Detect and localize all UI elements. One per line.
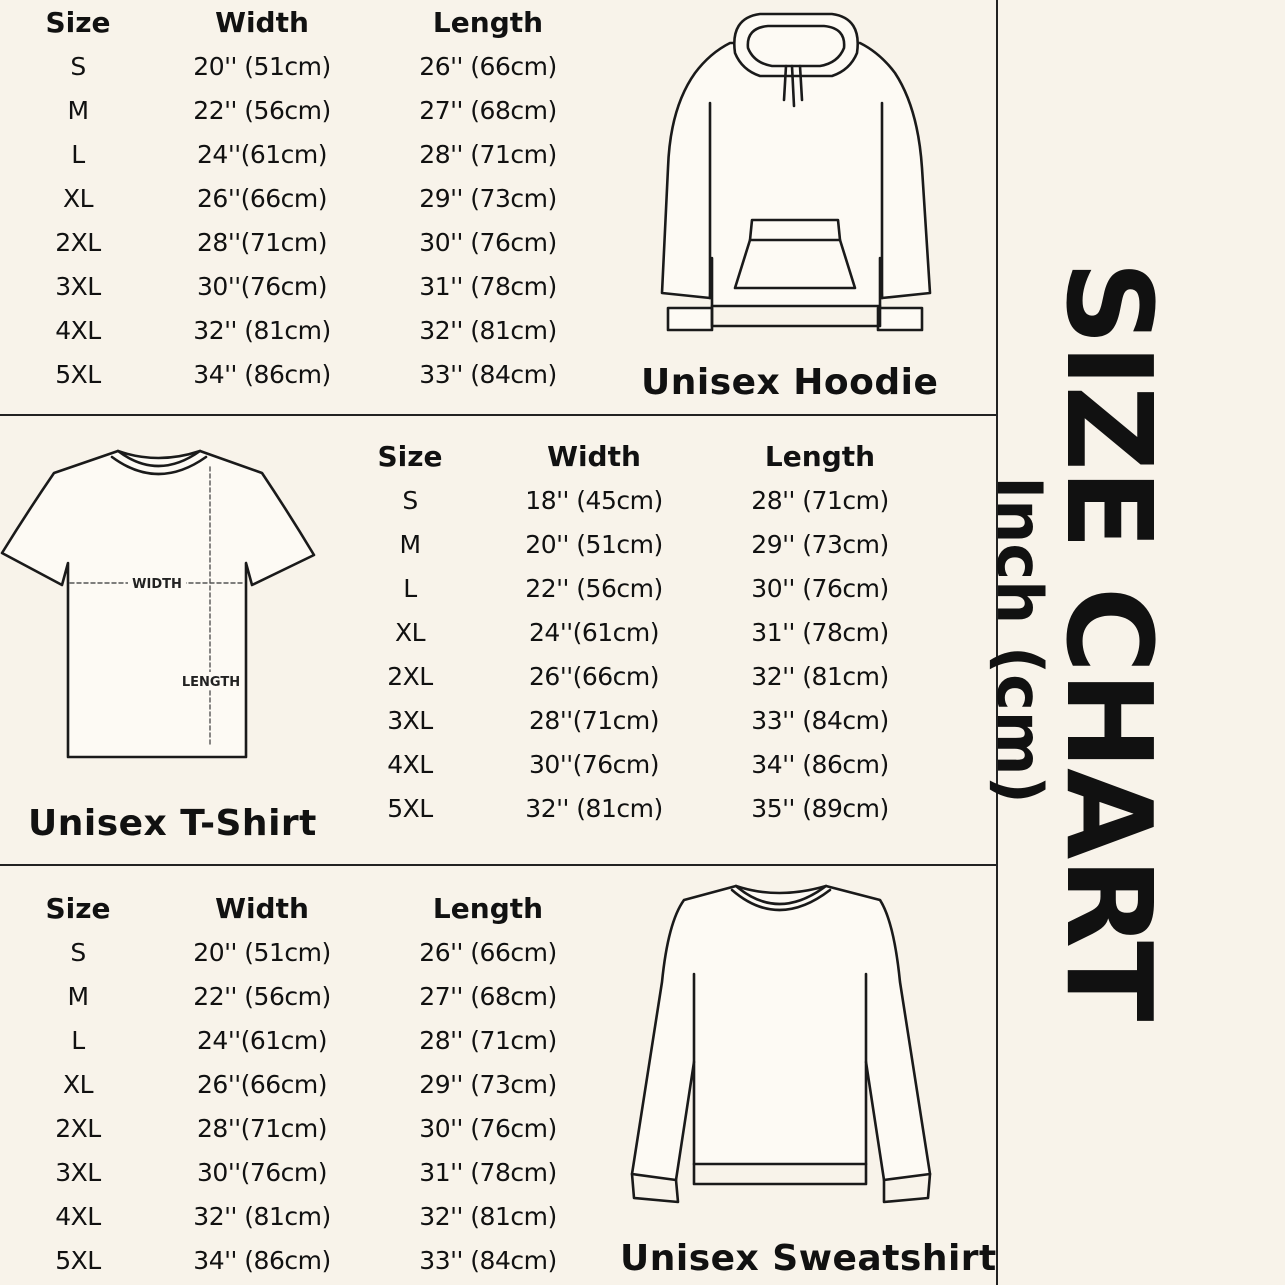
cell-length: 29'' (73cm) xyxy=(419,184,557,213)
size-chart-unit: Inch (cm) xyxy=(983,476,1056,804)
cell-length: 28'' (71cm) xyxy=(419,140,557,169)
cell-length: 29'' (73cm) xyxy=(751,530,889,559)
cell-width: 32'' (81cm) xyxy=(193,1202,331,1231)
cell-length: 33'' (84cm) xyxy=(751,706,889,735)
cell-width: 22'' (56cm) xyxy=(525,574,663,603)
cell-width: 24''(61cm) xyxy=(197,140,327,169)
cell-width: 26''(66cm) xyxy=(529,662,659,691)
cell-length: 30'' (76cm) xyxy=(419,1114,557,1143)
cell-size: 2XL xyxy=(55,1114,101,1143)
column-header-width: Width xyxy=(547,440,641,473)
cell-size: 2XL xyxy=(55,228,101,257)
hoodie-label: Unisex Hoodie xyxy=(641,362,939,403)
cell-width: 32'' (81cm) xyxy=(193,316,331,345)
cell-length: 28'' (71cm) xyxy=(751,486,889,515)
size-chart-heading: SIZE CHART xyxy=(1040,260,1178,1020)
cell-size: XL xyxy=(62,1070,94,1099)
tshirt-length-label: LENGTH xyxy=(181,675,241,690)
cell-length: 27'' (68cm) xyxy=(419,982,557,1011)
column-header-size: Size xyxy=(377,440,443,473)
cell-size: 5XL xyxy=(55,360,101,389)
hoodie-illustration xyxy=(650,8,940,338)
cell-length: 31'' (78cm) xyxy=(419,272,557,301)
cell-size: 3XL xyxy=(387,706,433,735)
column-header-width: Width xyxy=(215,6,309,39)
cell-size: 3XL xyxy=(55,1158,101,1187)
cell-width: 24''(61cm) xyxy=(197,1026,327,1055)
cell-length: 26'' (66cm) xyxy=(419,938,557,967)
cell-size: 4XL xyxy=(387,750,433,779)
cell-length: 30'' (76cm) xyxy=(751,574,889,603)
cell-size: XL xyxy=(394,618,426,647)
cell-size: XL xyxy=(62,184,94,213)
tshirt-width-label: WIDTH xyxy=(132,577,182,592)
cell-length: 26'' (66cm) xyxy=(419,52,557,81)
cell-length: 34'' (86cm) xyxy=(751,750,889,779)
sweatshirt-label: Unisex Sweatshirt xyxy=(620,1238,997,1279)
cell-width: 30''(76cm) xyxy=(197,272,327,301)
cell-width: 32'' (81cm) xyxy=(525,794,663,823)
cell-size: S xyxy=(70,52,86,81)
cell-length: 32'' (81cm) xyxy=(419,316,557,345)
cell-size: 3XL xyxy=(55,272,101,301)
cell-width: 30''(76cm) xyxy=(197,1158,327,1187)
cell-size: 4XL xyxy=(55,316,101,345)
column-header-length: Length xyxy=(764,440,876,473)
cell-width: 22'' (56cm) xyxy=(193,96,331,125)
cell-size: L xyxy=(71,140,85,169)
cell-width: 20'' (51cm) xyxy=(193,52,331,81)
cell-width: 20'' (51cm) xyxy=(193,938,331,967)
column-header-size: Size xyxy=(45,6,111,39)
sweatshirt-illustration xyxy=(628,882,934,1212)
cell-size: 2XL xyxy=(387,662,433,691)
cell-width: 22'' (56cm) xyxy=(193,982,331,1011)
cell-length: 28'' (71cm) xyxy=(419,1026,557,1055)
section-divider-bottom xyxy=(0,864,998,866)
cell-length: 33'' (84cm) xyxy=(419,360,557,389)
cell-length: 35'' (89cm) xyxy=(751,794,889,823)
section-divider-top xyxy=(0,414,998,416)
tshirt-label: Unisex T-Shirt xyxy=(28,803,317,844)
cell-width: 34'' (86cm) xyxy=(193,1246,331,1275)
cell-size: 5XL xyxy=(55,1246,101,1275)
cell-width: 28''(71cm) xyxy=(197,228,327,257)
cell-width: 18'' (45cm) xyxy=(525,486,663,515)
column-header-width: Width xyxy=(215,892,309,925)
cell-length: 33'' (84cm) xyxy=(419,1246,557,1275)
tshirt-illustration xyxy=(0,445,318,765)
cell-width: 26''(66cm) xyxy=(197,184,327,213)
cell-length: 32'' (81cm) xyxy=(419,1202,557,1231)
cell-size: 5XL xyxy=(387,794,433,823)
column-header-length: Length xyxy=(432,892,544,925)
cell-size: S xyxy=(70,938,86,967)
cell-width: 26''(66cm) xyxy=(197,1070,327,1099)
cell-size: L xyxy=(403,574,417,603)
cell-length: 29'' (73cm) xyxy=(419,1070,557,1099)
cell-width: 34'' (86cm) xyxy=(193,360,331,389)
cell-size: S xyxy=(402,486,418,515)
cell-size: M xyxy=(67,96,89,125)
size-chart-title xyxy=(983,190,1178,1090)
cell-length: 31'' (78cm) xyxy=(419,1158,557,1187)
cell-length: 31'' (78cm) xyxy=(751,618,889,647)
cell-length: 32'' (81cm) xyxy=(751,662,889,691)
cell-size: M xyxy=(67,982,89,1011)
cell-size: L xyxy=(71,1026,85,1055)
cell-size: 4XL xyxy=(55,1202,101,1231)
cell-width: 24''(61cm) xyxy=(529,618,659,647)
column-header-length: Length xyxy=(432,6,544,39)
cell-width: 28''(71cm) xyxy=(197,1114,327,1143)
cell-width: 20'' (51cm) xyxy=(525,530,663,559)
cell-length: 30'' (76cm) xyxy=(419,228,557,257)
cell-width: 28''(71cm) xyxy=(529,706,659,735)
column-header-size: Size xyxy=(45,892,111,925)
cell-length: 27'' (68cm) xyxy=(419,96,557,125)
cell-size: M xyxy=(399,530,421,559)
cell-width: 30''(76cm) xyxy=(529,750,659,779)
